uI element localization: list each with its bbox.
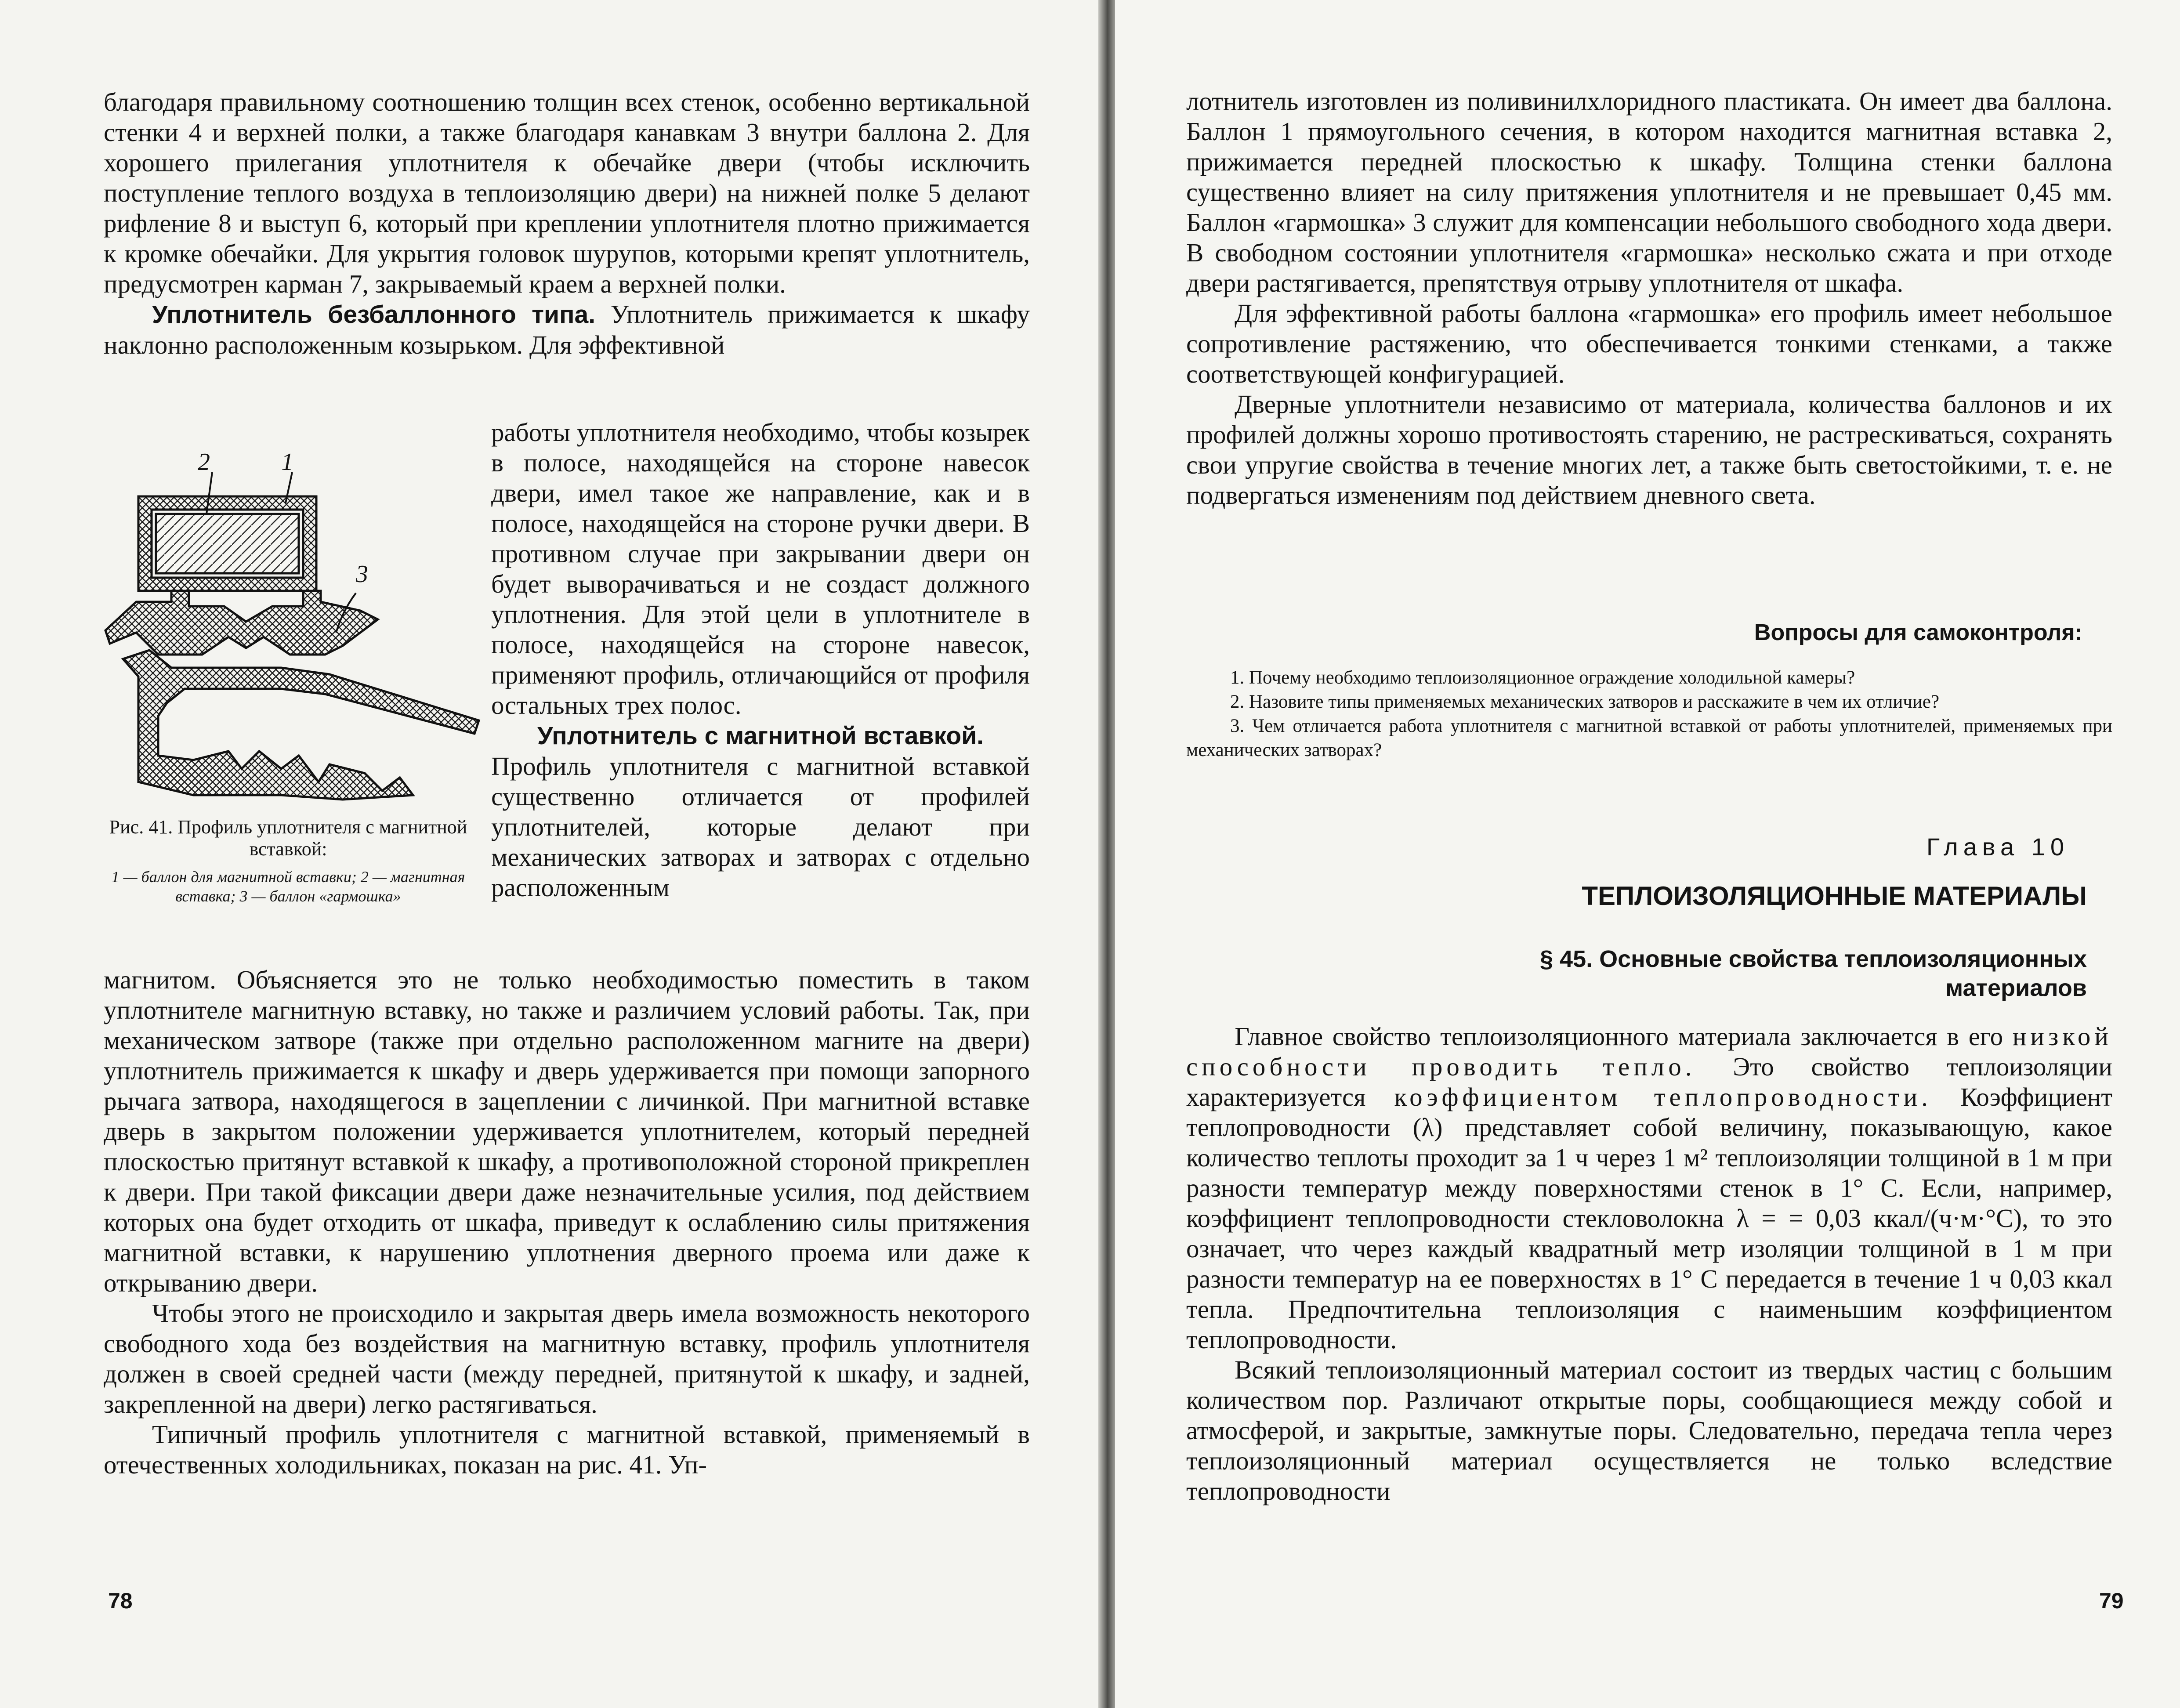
right-top-block bbox=[1186, 86, 2112, 510]
figure-41 bbox=[97, 448, 483, 813]
paragraph-free-play: Чтобы этого не происходило и закрытая дверь имела возможность некоторого свободного хода без воздействия на магнитную вставку, профиль уплотнителя должен в своей средней части (между передней, притянутой к шкафу, и задней, закрепленной на двери) легко растягиваться. bbox=[104, 1299, 1030, 1419]
section-heading bbox=[1186, 944, 2087, 1002]
left-top-block bbox=[104, 87, 1030, 360]
paragraph-section1-lead bbox=[104, 299, 1030, 360]
section2-wrap-text: Профиль уплотнителя с магнитной вставкой существенно отличается от профилей уплотнителей, которые делают при механических затворах и затворах с отдельно расположенным bbox=[491, 752, 1030, 902]
figure-caption bbox=[104, 816, 473, 906]
right-page bbox=[1115, 0, 2180, 1708]
section2-continuation: магнитом. Объясняется это не только необходимостью поместить в таком уплотнителе магнитную вставку, но также и различием условий работы. Так, при механическом затворе (также при отдельно расположенном магните на двери) уплотнитель прижимается к шкафу и дверь удерживается при помощи запорного рычага затвора, находящегося в зацеплении с личинкой. При магнитной вставке дверь в закрытом положении удерживается уплотнителем, который передней плоскостью притянут вставкой к шкафу, а противоположной стороной прикреплен к двери. При такой фиксации двери даже незначительные усилия, под действием которых она будет отходить от шкафа, приведут к ослаблению силы притяжения магнитной вставки, к нарушению уплотнения дверного проема или даже к открыванию двери. bbox=[104, 965, 1030, 1297]
paragraph-main-property bbox=[1186, 1021, 2112, 1355]
p1-text-a: Главное свойство теплоизоляционного материала заключается в его bbox=[1235, 1022, 2003, 1051]
section1-wrap-text: работы уплотнителя необходимо, чтобы козырек в полосе, находящейся на стороне навесок двери, имел такое же направление, как и в полосе, находящейся на стороне ручки двери. В противном случае при закрывании двери он будет выворачиваться и не создаст должного уплотнения. Для этой цели в уплотнителе в полосе, находящейся на стороне навесок, применяют профиль, отличающийся от профиля остальных трех полос. bbox=[491, 418, 1030, 720]
left-wrap-column bbox=[491, 417, 1030, 903]
left-bottom-block bbox=[104, 965, 1030, 1480]
page-number-right: 79 bbox=[2099, 1589, 2124, 1613]
questions-list bbox=[1186, 666, 2112, 762]
section1-lead-text: Уплотнитель прижимается к шкафу наклонно расположенным козырьком. Для эффективной bbox=[104, 300, 1030, 359]
question-1: 1. Почему необходимо теплоизоляционное ограждение холодильной камеры? bbox=[1230, 667, 1855, 688]
paragraph-top: благодаря правильному соотношению толщин всех стенок, особенно вертикальной стенки 4 и верхней полки, а также благодаря канавкам 3 внутри баллона 2. Для хорошего прилегания уплотнителя к обечайке двери (чтобы исключить поступление теплого воздуха в теплоизоляцию двери) на нижней полке 5 делают рифление 8 и выступ 6, который при креплении уплотнителя плотно прижимается к кромке обечайки. Для укрытия головок шурупов, которыми крепят уплотнитель, предусмотрен карман 7, закрываемый краем а верхней полки. bbox=[104, 87, 1030, 298]
p1-spaced-1: низкой способности проводить тепло. bbox=[1186, 1022, 2113, 1081]
caption-legend: 1 — баллон для магнитной вставки; 2 — магнитная вставка; 3 — баллон «гармошка» bbox=[111, 868, 465, 905]
figure-label-1: 1 bbox=[281, 449, 293, 476]
paragraph-garmoshka: Для эффективной работы баллона «гармошка» его профиль имеет небольшое сопротивление растяжению, что обеспечивается тонкими стенками, а также соответствующей конфигурацией. bbox=[1186, 299, 2112, 388]
figure-label-3: 3 bbox=[356, 561, 368, 588]
caption-title: Рис. 41. Профиль уплотнителя с магнитной вставкой: bbox=[109, 816, 467, 860]
question-2: 2. Назовите типы применяемых механических затворов и расскажите в чем их отличие? bbox=[1230, 691, 1940, 712]
p1-spaced-2: коэффициентом теплопроводности. bbox=[1394, 1082, 1932, 1111]
section1-title: Уплотнитель безбаллонного типа. bbox=[152, 300, 596, 329]
question-3: 3. Чем отличается работа уплотнителя с магнитной вставкой от работы уплотнителей, применяемых при механических затворах? bbox=[1186, 716, 2112, 760]
book-gutter bbox=[1098, 0, 1115, 1708]
section-heading-line2: материалов bbox=[1945, 975, 2087, 1001]
paragraph-continued: лотнитель изготовлен из поливинилхлоридного пластиката. Он имеет два баллона. Баллон 1 прямоугольного сечения, в котором находится магнитная вставка 2, прижимается передней плоскостью к шкафу. Толщина стенки баллона существенно влияет на силу притяжения уплотнителя и не превышает 0,45 мм. Баллон «гармошка» 3 служит для компенсации небольшого свободного хода двери. В свободном состоянии уплотнителя «гармошка» несколько сжата и при отходе двери растягивается, препятствуя отрыву уплотнителя от шкафа. bbox=[1186, 87, 2112, 297]
figure-label-2: 2 bbox=[198, 449, 210, 476]
seal-profile-drawing bbox=[97, 448, 483, 813]
section2-title-line bbox=[491, 720, 1030, 751]
p1-text-c: Коэффициент теплопроводности (λ) представляет собой величину, показывающую, какое количество теплоты проходит за 1 ч через 1 м² теплоизоляции толщиной в 1 м при разности температур между поверхностями стенок в 1° С. Если, например, коэффициент теплопроводности стекловолокна λ = = 0,03 ккал/(ч·м·°С), то это означает, что через каждый квадратный метр изоляции толщиной в 1 м при разности температур на ее поверхностях в 1° С передается в течение 1 ч 0,03 ккал тепла. Предпочтительна теплоизоляция с наименьшим коэффициентом теплопроводности. bbox=[1186, 1082, 2113, 1354]
questions-heading: Вопросы для самоконтроля: bbox=[1754, 620, 2082, 645]
chapter-label: Глава 10 bbox=[1926, 833, 2069, 861]
chapter-title: ТЕПЛОИЗОЛЯЦИОННЫЕ МАТЕРИАЛЫ bbox=[1582, 881, 2087, 911]
section-heading-line1: § 45. Основные свойства теплоизоляционных bbox=[1540, 946, 2087, 972]
right-bottom-block bbox=[1186, 1021, 2112, 1506]
section2-title: Уплотнитель с магнитной вставкой. bbox=[537, 722, 984, 750]
paragraph-typical-profile: Типичный профиль уплотнителя с магнитной вставкой, применяемый в отечественных холодильниках, показан на рис. 41. Уп- bbox=[104, 1420, 1030, 1479]
p1-text-b: Это свойство теплоизоляции характеризуется bbox=[1186, 1052, 2112, 1111]
page-number-left: 78 bbox=[108, 1589, 133, 1613]
paragraph-aging: Дверные уплотнители независимо от материала, количества баллонов и их профилей должны хорошо противостоять старению, не растрескиваться, сохранять свои упругие свойства в течение многих лет, а также быть светостойкими, т. е. не подвергаться изменениям под действием дневного света. bbox=[1186, 390, 2112, 510]
paragraph-pores: Всякий теплоизоляционный материал состоит из твердых частиц с большим количеством пор. Различают открытые поры, сообщающиеся между собой и атмосферой, и закрытые, замкнутые поры. Следовательно, передача тепла через теплоизоляционный материал осуществляется не только вследствие теплопроводности bbox=[1186, 1355, 2112, 1505]
